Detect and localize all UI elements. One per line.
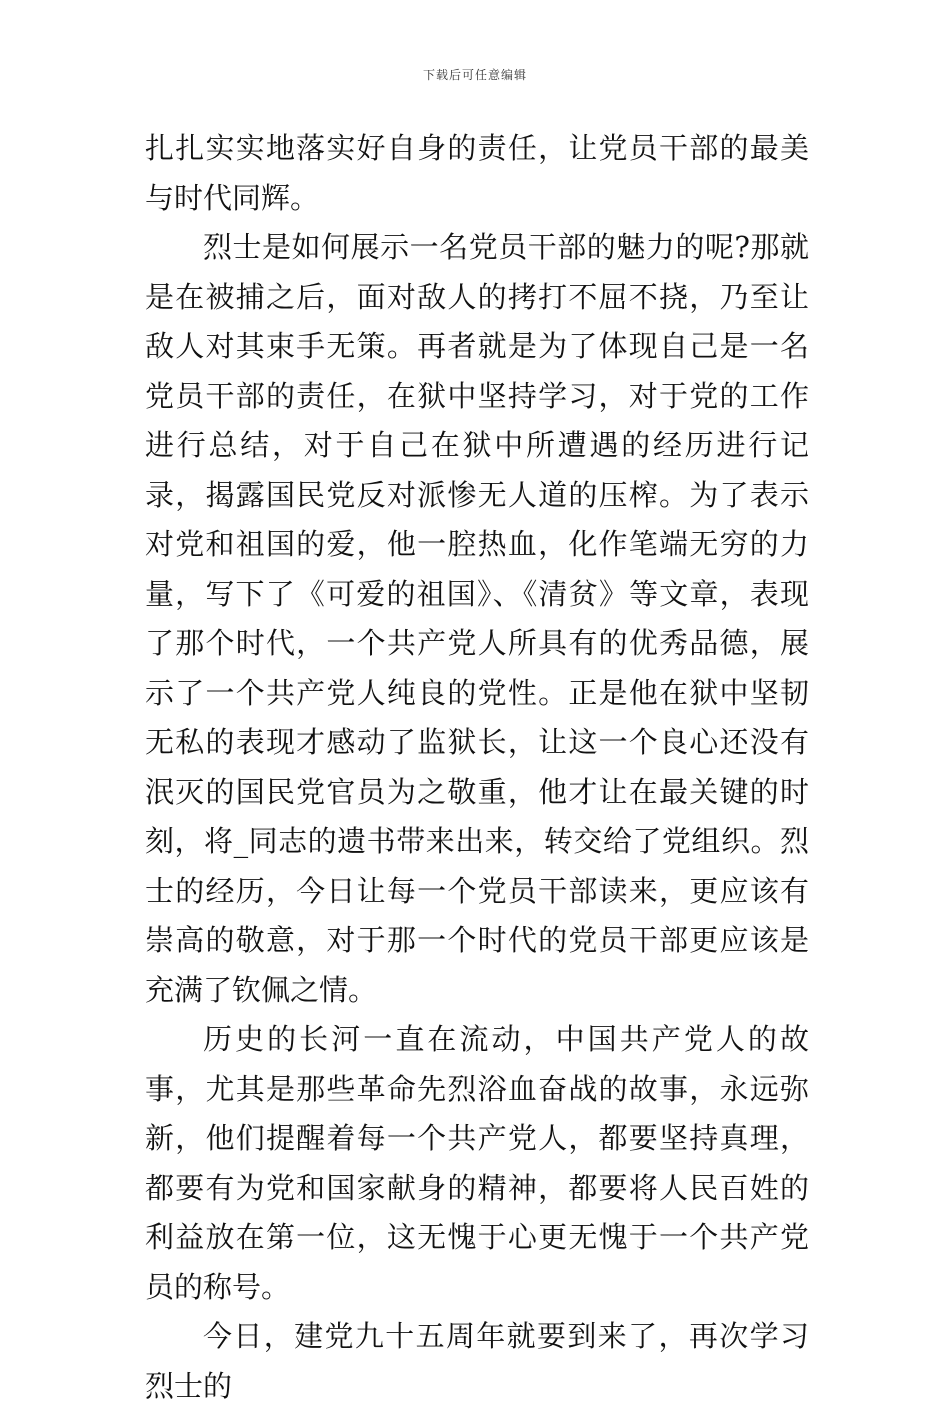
paragraph-4: 今日，建党九十五周年就要到来了，再次学习烈士的 (145, 1319, 809, 1403)
paragraph-3: 历史的长河一直在流动，中国共产党人的故事，尤其是那些革命先烈浴血奋战的故事，永远弥新，他们提醒着每一个共产党人，都要坚持真理，都要有为党和国家献身的精神，都要将人民百姓的利益放在第一位，这无愧于心更无愧于一个共产党员的称号。 (145, 1022, 809, 1304)
paragraph-1: 扎扎实实地落实好自身的责任，让党员干部的最美与时代同辉。 (145, 131, 809, 215)
document-body (145, 124, 809, 1411)
paragraph-2: 烈士是如何展示一名党员干部的魅力的呢?那就是在被捕之后，面对敌人的拷打不屈不挠，乃至让敌人对其束手无策。再者就是为了体现自己是一名党员干部的责任，在狱中坚持学习，对于党的工作进行总结，对于自己在狱中所遭遇的经历进行记录，揭露国民党反对派惨无人道的压榨。为了表示对党和祖国的爱，他一腔热血，化作笔端无穷的力量，写下了《可爱的祖国》、《清贫》等文章，表现了那个时代，一个共产党人所具有的优秀品德，展示了一个共产党人纯良的党性。正是他在狱中坚韧无私的表现才感动了监狱长，让这一个良心还没有泯灭的国民党官员为之敬重，他才让在最关键的时刻，将_同志的遗书带来出来，转交给了党组织。烈士的经历，今日让每一个党员干部读来，更应该有崇高的敬意，对于那一个时代的党员干部更应该是充满了钦佩之情。 (145, 230, 809, 1007)
page-header: 下载后可任意编辑 (422, 68, 527, 82)
